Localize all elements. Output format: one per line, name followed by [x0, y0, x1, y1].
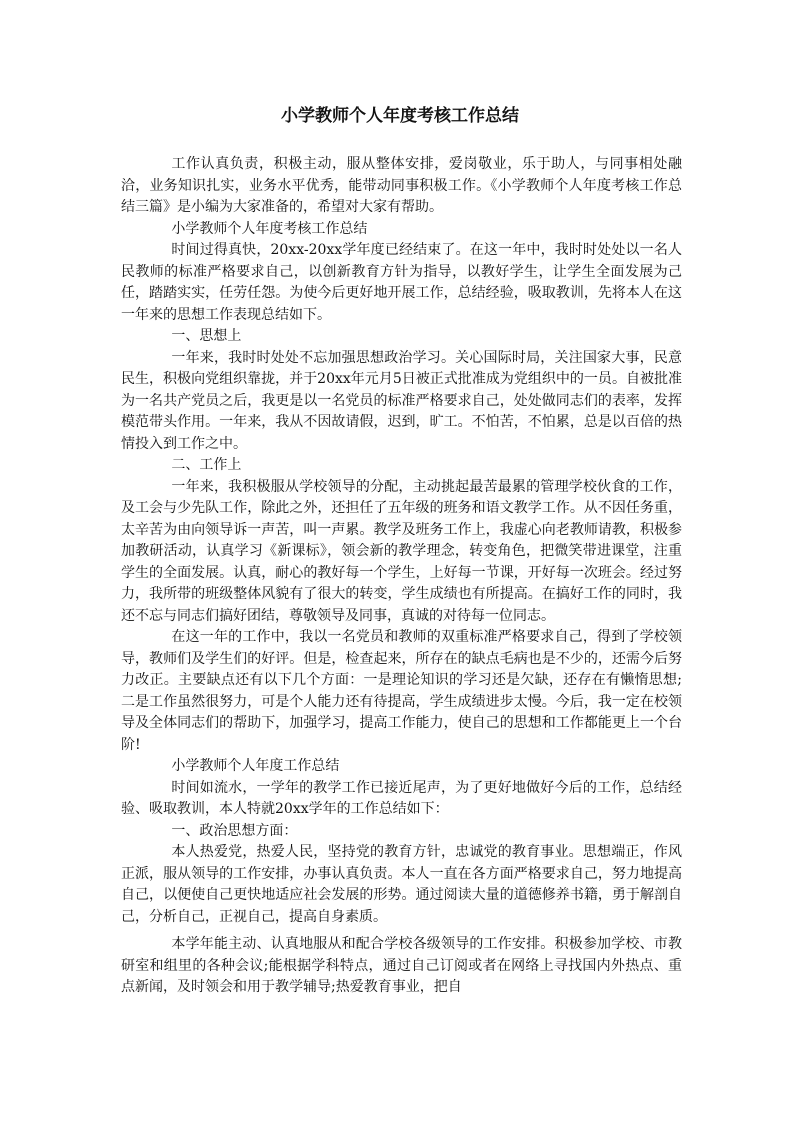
subsection-heading: 二、工作上 [171, 457, 242, 473]
paragraph-intro: 工作认真负责，积极主动，服从整体安排，爱岗敬业，乐于助人，与同事相处融洽，业务知识扎实，业务水平优秀，能带动同事积极工作。《小学教师个人年度考核工作总结三篇》是小编为大家准备的，希望对大家有帮助。 [121, 156, 682, 215]
document-body [121, 154, 682, 999]
subsection-heading: 一、思想上 [171, 328, 242, 344]
section-heading-1: 小学教师个人年度考核工作总结 [171, 220, 368, 237]
paragraph: 一年来，我积极服从学校领导的分配，主动挑起最苦最累的管理学校伙食的工作，及工会与少先队工作，除此之外，还担任了五年级的班务和语文教学工作。从不因任务重，太辛苦为由向领导诉一声苦，叫一声累。教学及班务工作上，我虚心向老教师请教，积极参加教研活动，认真学习《新课标》，领会新的教学理念，转变角色，把微笑带进课堂，注重学生的全面发展。认真，耐心的教好每一个学生，上好每一节课，开好每一次班会。经过努力，我所带的班级整体风貌有了很大的转变，学生成绩也有所提高。在搞好工作的同时，我还不忘与同志们搞好团结，尊敬领导及同事，真诚的对待每一位同志。 [121, 478, 682, 624]
paragraph: 本学年能主动、认真地服从和配合学校各级领导的工作安排。积极参加学校、市教研室和组里的各种会议;能根据学科特点，通过自己订阅或者在网络上寻找国内外热点、重点新闻，及时领会和用于教学辅导;热爱教育事业，把自 [121, 936, 682, 995]
document-title: 小学教师个人年度考核工作总结 [281, 106, 519, 126]
paragraph: 时间如流水，一学年的教学工作已接近尾声，为了更好地做好今后的工作，总结经验、吸取教训，本人特就20xx学年的工作总结如下： [121, 779, 682, 817]
paragraph: 时间过得真快，20xx-20xx学年度已经结束了。在这一年中，我时时处处以一名人民教师的标准严格要求自己，以创新教育方针为指导，以教好学生，让学生全面发展为己任，踏踏实实，任劳任怨。为使今后更好地开展工作，总结经验，吸取教训，先将本人在这一年来的思想工作表现总结如下。 [121, 242, 682, 323]
paragraph: 在这一年的工作中，我以一名党员和教师的双重标准严格要求自己，得到了学校领导，教师们及学生们的好评。但是，检查起来，所存在的缺点毛病也是不少的，还需今后努力改正。主要缺点还有以下几个方面：一是理论知识的学习还是欠缺，还存在有懒惰思想;二是工作虽然很努力，可是个人能力还有待提高，学生成绩进步太慢。今后，我一定在校领导及全体同志们的帮助下，加强学习，提高工作能力，使自己的思想和工作都能更上一个台阶! [121, 629, 682, 753]
paragraph: 一年来，我时时处处不忘加强思想政治学习。关心国际时局，关注国家大事，民意民生，积极向党组织靠拢，并于20xx年元月5日被正式批准成为党组织中的一员。自被批准为一名共产党员之后，我更是以一名党员的标准严格要求自己，处处做同志们的表率，发挥模范带头作用。一年来，我从不因故请假，迟到，旷工。不怕苦，不怕累，总是以百倍的热情投入到工作之中。 [121, 349, 682, 452]
paragraph: 本人热爱党，热爱人民，坚持党的教育方针，忠诚党的教育事业。思想端正，作风正派，服从领导的工作安排，办事认真负责。本人一直在各方面严格要求自己，努力地提高自己，以便使自己更快地适应社会发展的形势。通过阅读大量的道德修养书籍，勇于解剖自己，分析自己，正视自己，提高自身素质。 [121, 844, 682, 925]
section-heading-2: 小学教师个人年度工作总结 [171, 758, 340, 774]
subsection-heading: 一、政治思想方面： [171, 822, 298, 839]
